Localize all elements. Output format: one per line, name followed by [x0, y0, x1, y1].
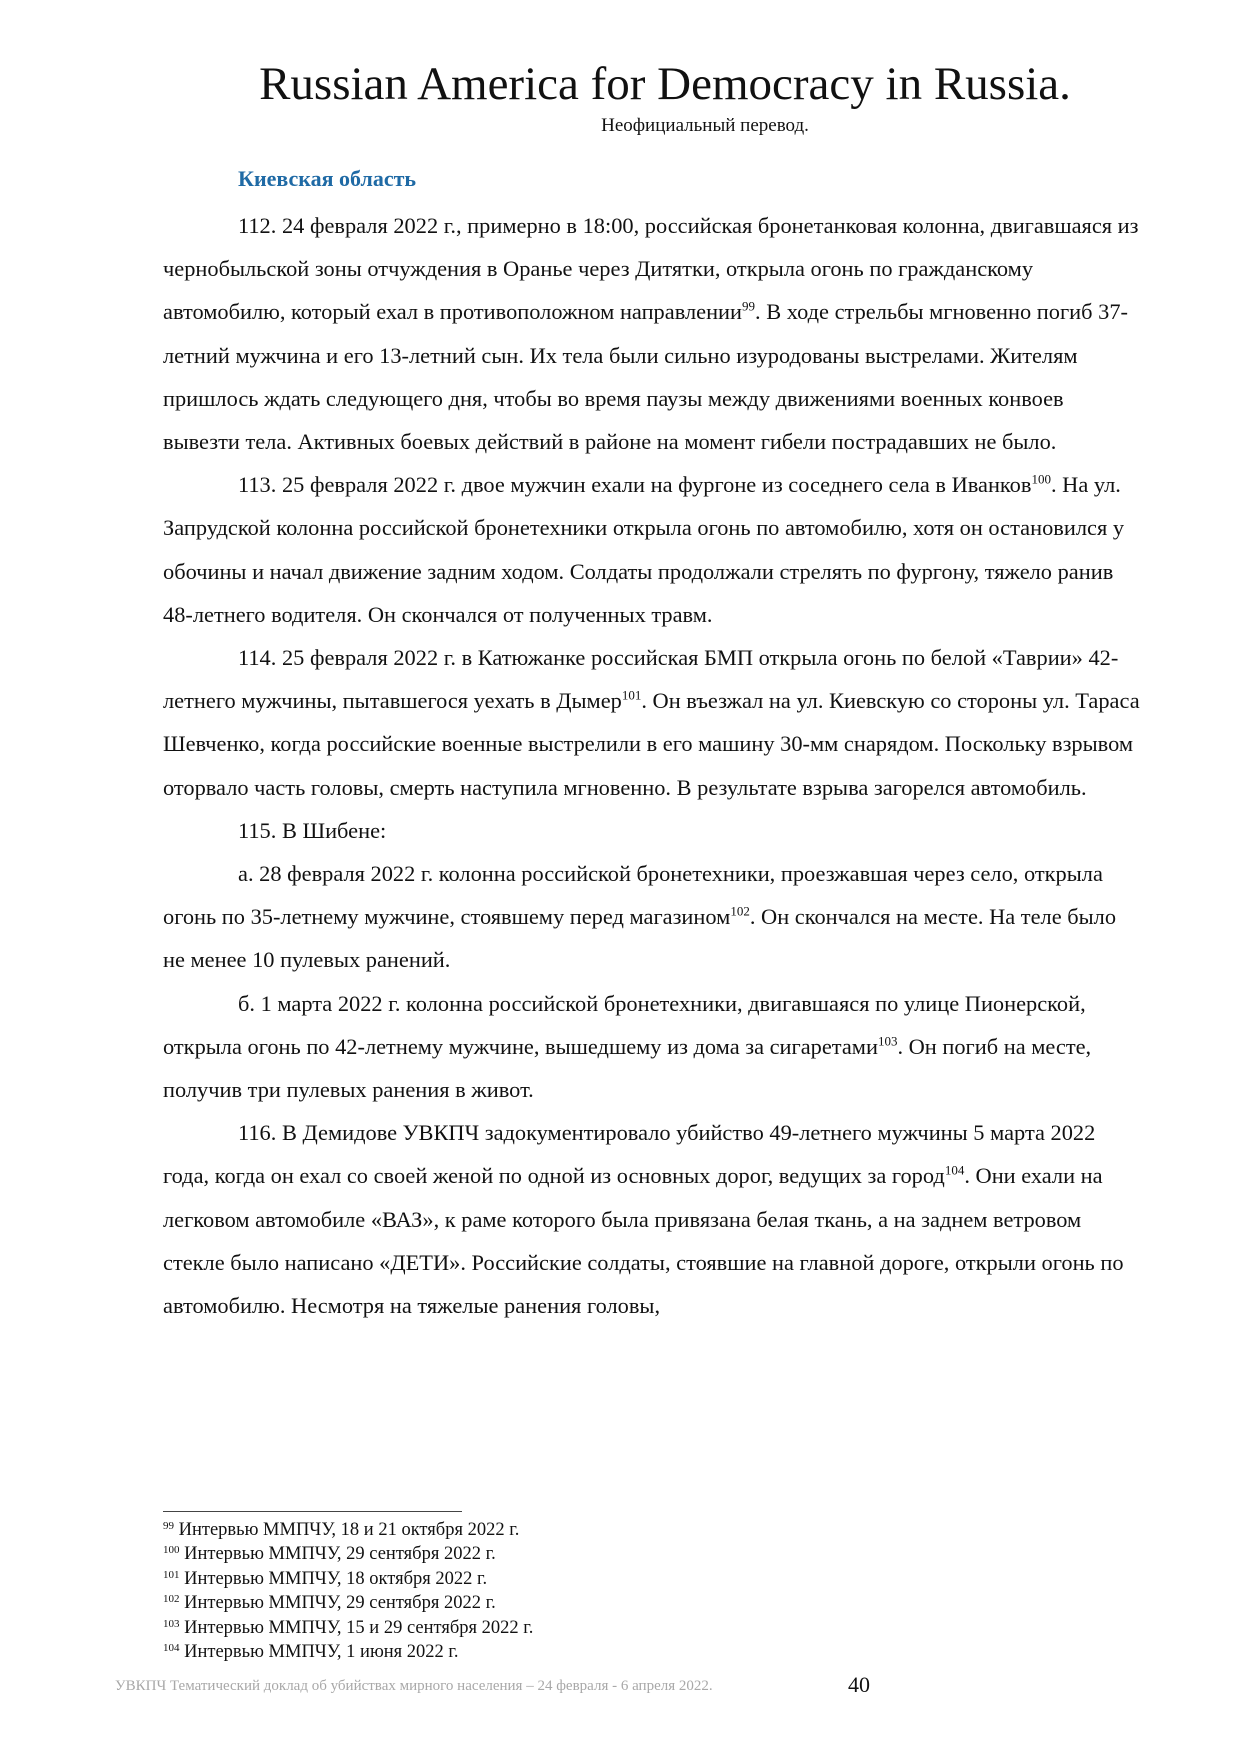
paragraph-112: 112. 24 февраля 2022 г., примерно в 18:00, российская бронетанковая колонна, двигавшаяся из чернобыльской зоны отчуждения в Оранье через Дитятки, открыла огонь по гражданскому автомобилю, который ехал в противоположном направлении$^{99}$. В ходе стрельбы мгновенно погиб 37-летний мужчина и его 13-летний сын. Их тела были сильно изуродованы выстрелами. Жителям пришлось ждать следующего дня, чтобы во время паузы между движениями военных конвоев вывезти тела. Активных боевых действий в районе на момент гибели пострадавших не было.	[163, 213, 1139, 455]
footnote: $^{100}$ Интервью ММПЧУ, 29 сентября 2022 г.	[163, 1544, 496, 1565]
footnote-ref[interactable]: 100	[1031, 471, 1051, 487]
paragraph-116: 116. В Демидове УВКПЧ задокументировало убийство 49-летнего мужчины 5 марта 2022 года, когда он ехал со своей женой по одной из основных дорог, ведущих за город$^{104}$. Они ехали на легковом автомобиле «ВАЗ», к раме которого была привязана белая ткань, а на заднем ветровом стекле было написано «ДЕТИ». Российские солдаты, стоявшие на главной дороге, открыли огонь по автомобилю. Несмотря на тяжелые ранения головы,	[163, 1120, 1124, 1319]
footnote-ref[interactable]: 101	[621, 687, 642, 703]
footnote: $^{103}$ Интервью ММПЧУ, 15 и 29 сентября 2022 г.	[163, 1617, 534, 1638]
footnote-separator	[163, 1511, 462, 1512]
page-number: 40	[848, 1672, 870, 1697]
paragraph-115a: а. 28 февраля 2022 г. колонна российской бронетехники, проезжавшая через село, открыла огонь по 35-летнему мужчине, стоявшему перед магазином$^{102}$. Он скончался на месте. На теле было не менее 10 пулевых ранений.	[163, 861, 1117, 973]
footnote: $^{104}$ Интервью ММПЧУ, 1 июня 2022 г.	[163, 1642, 459, 1663]
document-body	[163, 204, 1143, 1327]
footnote: $^{102}$ Интервью ММПЧУ, 29 сентября 2022 г.	[163, 1593, 496, 1614]
paragraph-114: 114. 25 февраля 2022 г. в Катюжанке российская БМП открыла огонь по белой «Таврии» 42-летнего мужчины, пытавшегося уехать в Дымер$^{101}$. Он въезжал на ул. Киевскую со стороны ул. Тараса Шевченко, когда российские военные выстрелили в его машину 30-мм снарядом. Поскольку взрывом оторвало часть головы, смерть наступила мгновенно. В результате взрыва загорелся автомобиль.	[163, 645, 1140, 800]
footnote-ref[interactable]: 103	[877, 1033, 898, 1049]
footer-text: УВКПЧ Тематический доклад об убийствах мирного населения – 24 февраля - 6 апреля 2022.	[115, 1678, 713, 1694]
header-title: Russian America for Democracy in Russia.	[259, 58, 1071, 110]
footnote-ref[interactable]: 102	[730, 903, 750, 919]
footnote-ref[interactable]: 104	[944, 1163, 965, 1178]
footnotes	[163, 1518, 533, 1664]
footnote-ref[interactable]: 99	[742, 298, 756, 314]
paragraph-115: 115. В Шибене:	[238, 817, 387, 843]
paragraph-113: 113. 25 февраля 2022 г. двое мужчин ехали на фургоне из соседнего села в Иванков$^{100}$. На ул. Запрудской колонна российской бронетехники открыла огонь по автомобилю, хотя он остановился у обочины и начал движение задним ходом. Солдаты продолжали стрелять по фургону, тяжело ранив 48-летнего водителя. Он скончался от полученных травм.	[163, 471, 1125, 627]
header-subtitle: Неофициальный перевод.	[601, 115, 809, 136]
paragraph-115b: б. 1 марта 2022 г. колонна российской бронетехники, двигавшаяся по улице Пионерской, открыла огонь по 42-летнему мужчине, вышедшему из дома за сигаретами$^{103}$. Он погиб на месте, получив три пулевых ранения в живот.	[163, 990, 1092, 1103]
section-heading: Киевская область	[238, 166, 417, 191]
footnote: $^{99}$ Интервью ММПЧУ, 18 и 21 октября 2022 г.	[163, 1520, 520, 1540]
footnote: $^{101}$ Интервью ММПЧУ, 18 октября 2022 г.	[163, 1568, 488, 1589]
